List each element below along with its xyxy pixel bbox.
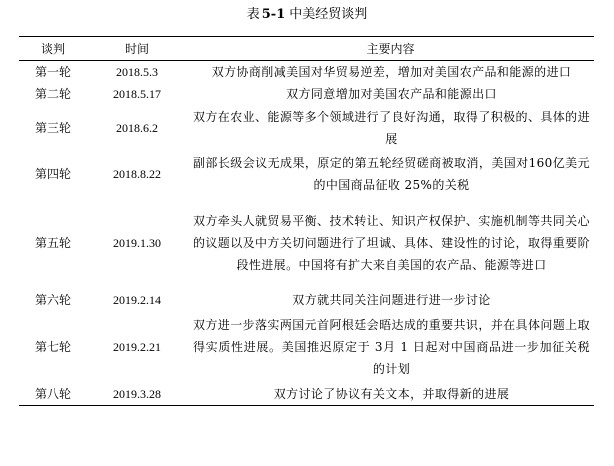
content-cell: 双方牵头人就贸易平衡、技术转让、知识产权保护、实施机制等共同关心的议题以及中方关切问题进行了坦诚、具体、建设性的讨论，取得重要阶段性进展。中国将有扩大来自美国的农产品、能源等进口 — [193, 214, 590, 272]
header-round: 谈判 — [19, 37, 87, 61]
table-header-row — [19, 37, 594, 61]
round-cell: 第八轮 — [19, 383, 87, 406]
table-caption — [0, 6, 614, 24]
table-row — [19, 151, 594, 197]
header-date: 时间 — [87, 37, 187, 61]
content-cell: 双方在农业、能源等多个领域进行了良好沟通，取得了积极的、具体的进展 — [193, 110, 590, 146]
table-row — [19, 105, 594, 151]
date-cell: 2018.6.2 — [116, 121, 158, 135]
caption-prefix: 表 — [246, 7, 260, 22]
table-row — [19, 311, 594, 383]
round-cell: 第三轮 — [34, 121, 71, 135]
round-cell: 第四轮 — [34, 167, 71, 181]
table-row — [19, 83, 594, 105]
date-cell: 2019.3.28 — [87, 383, 187, 406]
caption-title: 中美经贸谈判 — [289, 7, 368, 22]
table-row — [19, 61, 594, 84]
round-cell: 第六轮 — [34, 293, 71, 307]
date-cell: 2018.5.17 — [113, 87, 161, 101]
date-cell: 2019.2.21 — [113, 340, 161, 354]
content-cell: 双方进一步落实两国元首阿根廷会晤达成的重要共识，并在具体问题上取得实质性进展。美国推迟原定于 3月 1 日起对中国商品进一步加征关税的计划 — [193, 318, 590, 376]
negotiation-table — [19, 36, 594, 406]
date-cell: 2018.5.3 — [116, 65, 158, 79]
table-row — [19, 289, 594, 311]
round-cell: 第七轮 — [34, 340, 71, 354]
content-cell: 副部长级会议无成果，原定的第五轮经贸磋商被取消，美国对160亿美元的中国商品征收 25%的关税 — [193, 156, 590, 192]
content-cell: 双方讨论了协议有关文本，并取得新的进展 — [187, 383, 594, 406]
table-row — [19, 197, 594, 289]
content-cell: 双方同意增加对美国农产品和能源出口 — [286, 87, 497, 101]
date-cell: 2019.2.14 — [113, 293, 161, 307]
round-cell: 第二轮 — [34, 87, 71, 101]
table-row — [19, 383, 594, 406]
round-cell: 第五轮 — [34, 236, 71, 250]
date-cell: 2018.8.22 — [113, 167, 161, 181]
caption-number: 5-1 — [261, 7, 286, 22]
content-cell: 双方就共同关注问题进行进一步讨论 — [292, 293, 491, 307]
date-cell: 2019.1.30 — [113, 236, 161, 250]
content-cell: 双方协商削减美国对华贸易逆差，增加对美国农产品和能源的进口 — [211, 65, 572, 79]
header-content: 主要内容 — [187, 37, 594, 61]
round-cell: 第一轮 — [34, 65, 71, 79]
